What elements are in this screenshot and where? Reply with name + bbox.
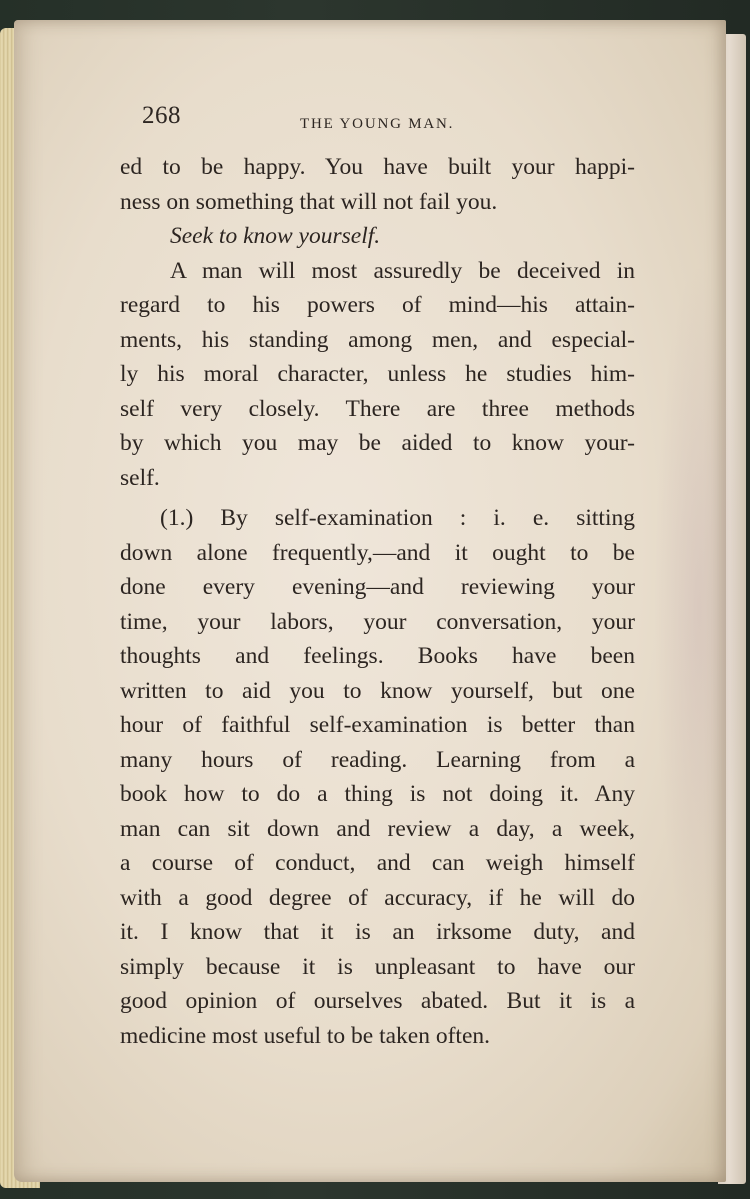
section-heading: Seek to know yourself. [170,223,381,249]
text-line: simply because it is unpleasant to have our [120,953,635,980]
text-line: a course of conduct, and can weigh himself [120,850,635,876]
text-line: hour of faithful self-examination is better than [120,712,635,738]
page-header [142,98,642,138]
text-line: regard to his powers of mind—his attain- [120,292,635,318]
text-line: man can sit down and review a day, a week, [120,815,635,842]
text-line: ments, his standing among men, and especial- [120,326,635,353]
text-line: (1.) By self-examination : i. e. sitting [160,505,635,531]
text-line: it. I know that it is an irksome duty, and [120,919,635,945]
text-line: ness on something that will not fail you. [120,188,498,215]
text-line: ly his moral character, unless he studies him- [120,361,635,387]
text-line: with a good degree of accuracy, if he will do [120,884,635,911]
running-head: THE YOUNG MAN. [300,116,455,132]
text-line: down alone frequently,—and it ought to be [120,539,635,566]
text-line: thoughts and feelings. Books have been [120,643,635,669]
body-text [120,150,635,1053]
text-line: medicine most useful to be taken often. [120,1022,491,1049]
text-line: self. [120,464,160,491]
text-line: written to aid you to know yourself, but one [120,677,635,704]
text-line: done every evening—and reviewing your [120,574,635,600]
text-line: good opinion of ourselves abated. But it is a [120,988,635,1014]
text-line: time, your labors, your conversation, your [120,608,635,635]
page-number: 268 [142,102,181,129]
text-line: self very closely. There are three methods [120,395,635,422]
text-line: many hours of reading. Learning from a [120,746,635,773]
text-line: A man will most assuredly be deceived in [170,257,635,284]
text-line: ed to be happy. You have built your happi- [120,154,635,180]
page-stain [654,260,744,960]
text-line: book how to do a thing is not doing it. Any [120,781,635,807]
text-line: by which you may be aided to know your- [120,430,635,456]
